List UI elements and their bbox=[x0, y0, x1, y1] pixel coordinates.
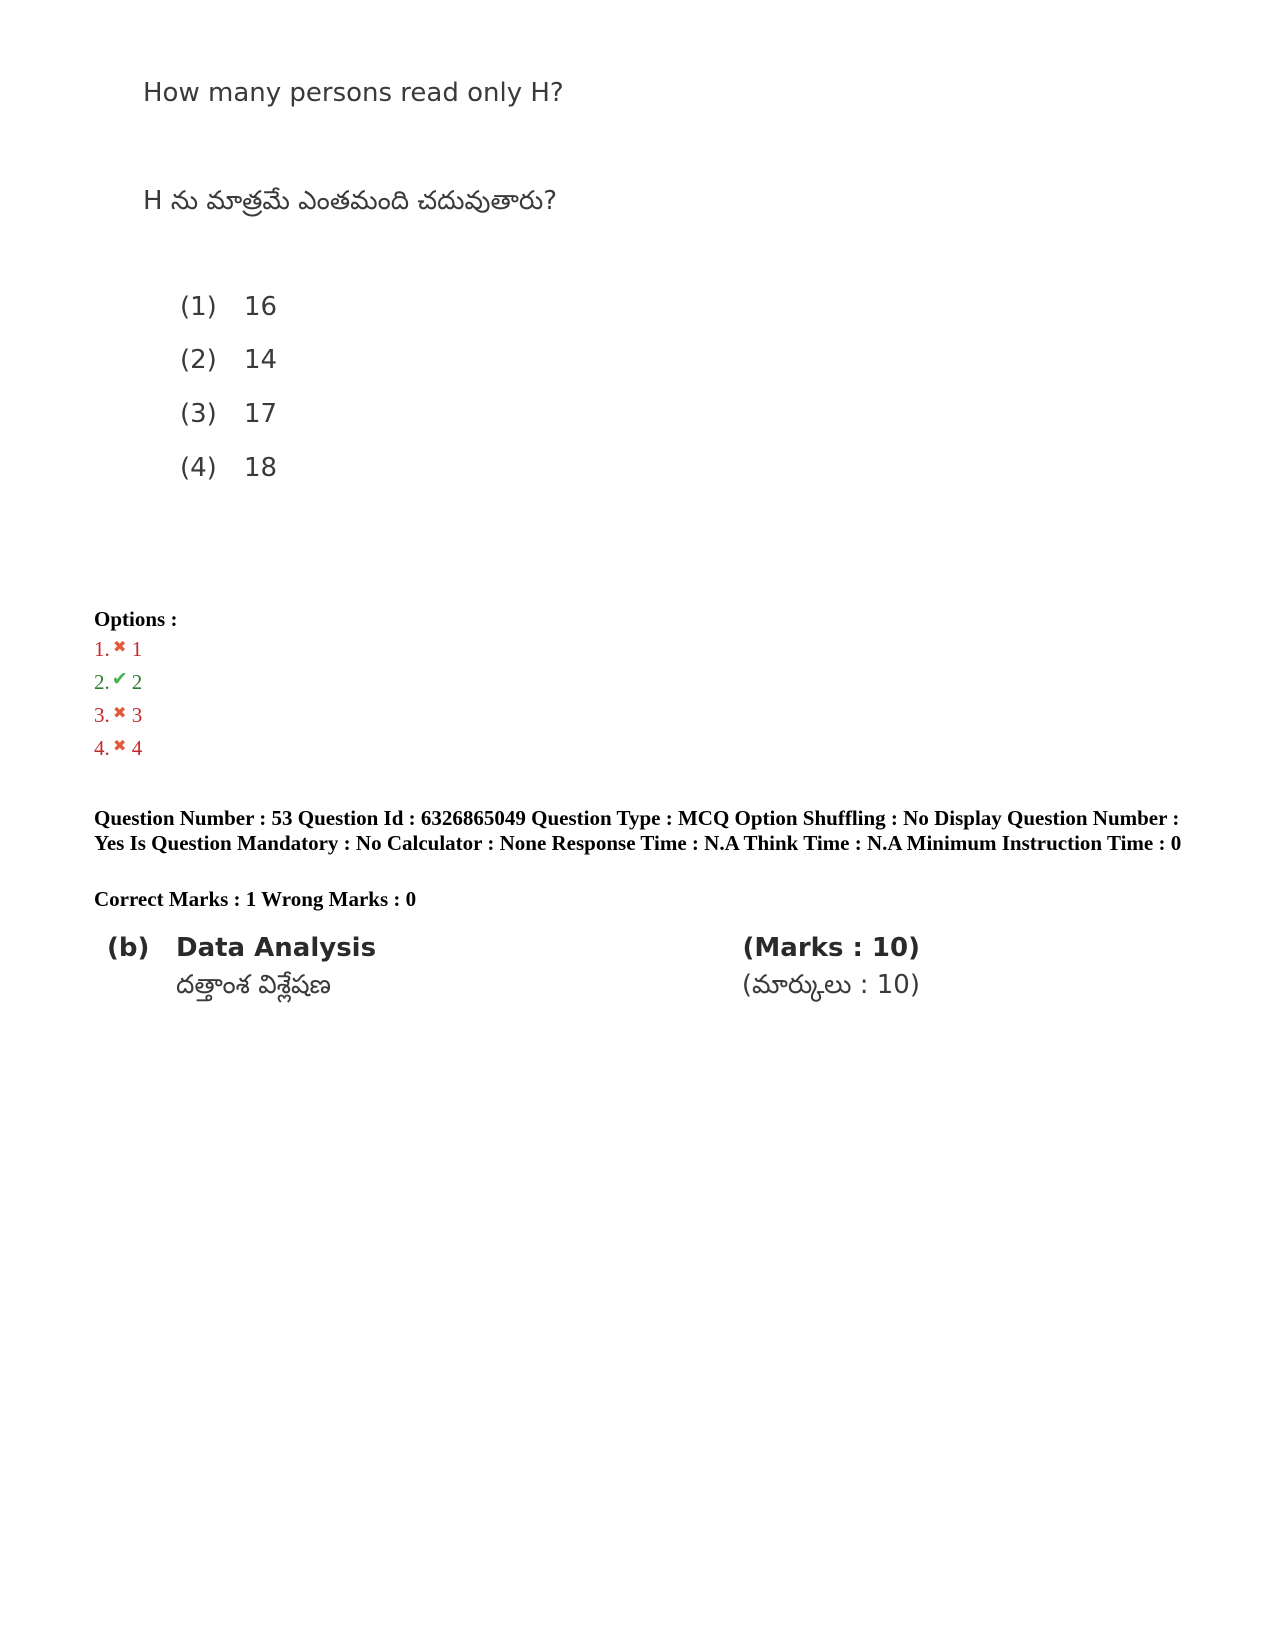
option-value: 1 bbox=[131, 637, 143, 661]
choice-number: (2) bbox=[180, 345, 217, 375]
check-icon: ✔ bbox=[111, 669, 128, 690]
choice-item bbox=[180, 399, 277, 429]
option-index: 4. bbox=[94, 736, 110, 760]
marks-line: Correct Marks : 1 Wrong Marks : 0 bbox=[94, 887, 417, 911]
option-item bbox=[94, 703, 142, 728]
choice-value: 16 bbox=[244, 292, 278, 322]
section-marks-english: (Marks : 10) bbox=[742, 933, 920, 963]
choice-value: 18 bbox=[244, 453, 278, 483]
choice-value: 14 bbox=[244, 345, 278, 375]
choice-item bbox=[180, 292, 277, 322]
cross-icon: ✖ bbox=[113, 738, 127, 755]
cross-icon: ✖ bbox=[113, 705, 127, 722]
options-heading: Options : bbox=[94, 607, 178, 631]
section-title-english: Data Analysis bbox=[176, 933, 377, 963]
choice-value: 17 bbox=[244, 399, 278, 429]
choice-number: (4) bbox=[180, 453, 217, 483]
question-metadata: Question Number : 53 Question Id : 6326865049 Question Type : MCQ Option Shuffling : No Display Question Number : Yes Is Question Mandatory : No Calculator : None Response Time : N.A Think Time : N.A Minimum Instruction Time : 0 bbox=[94, 806, 1182, 855]
section-marks-telugu: (మార్కులు : 10) bbox=[741, 970, 920, 1000]
option-index: 3. bbox=[94, 703, 110, 727]
choice-item bbox=[180, 345, 277, 375]
question-text-telugu: H ను మాత్రమే ఎంతమంది చదువుతారు? bbox=[143, 186, 558, 216]
option-item bbox=[94, 637, 142, 662]
section-title-telugu: దత్తాంశ విశ్లేషణ bbox=[176, 970, 332, 1000]
option-index: 2. bbox=[94, 670, 110, 694]
cross-icon: ✖ bbox=[113, 639, 127, 656]
option-item bbox=[94, 736, 142, 761]
option-item bbox=[94, 670, 142, 695]
section-label: (b) bbox=[107, 933, 150, 963]
question-text-english: How many persons read only H? bbox=[143, 78, 564, 108]
choice-number: (1) bbox=[180, 292, 217, 322]
option-value: 2 bbox=[131, 670, 143, 694]
choice-item bbox=[180, 453, 277, 483]
option-value: 4 bbox=[131, 736, 143, 760]
choice-number: (3) bbox=[180, 399, 217, 429]
option-index: 1. bbox=[94, 637, 110, 661]
option-value: 3 bbox=[131, 703, 143, 727]
